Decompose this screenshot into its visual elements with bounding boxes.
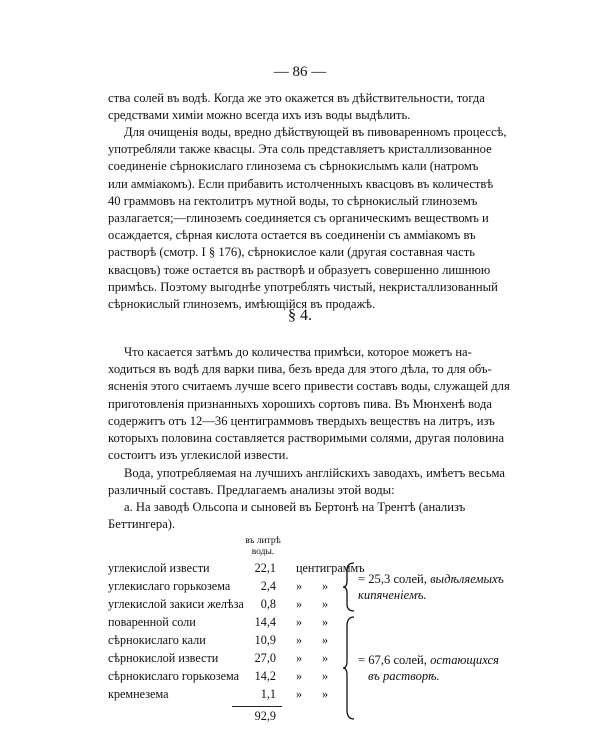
row-substance: поваренной соли <box>108 615 196 629</box>
para2-line-11: сѣрнокислый глиноземъ, имѣющійся въ продажѣ. <box>108 297 376 312</box>
brace-icon <box>342 562 356 612</box>
row-ditto: » <box>322 579 329 593</box>
sum-rule <box>232 706 282 707</box>
column-header <box>228 536 298 558</box>
row-ditto: » <box>322 651 329 665</box>
row-substance: кремнезема <box>108 687 169 701</box>
para2-line-2: употребляли также квасцы. Эта соль представляетъ кристаллизованное <box>108 142 492 157</box>
paragraph-2 <box>108 124 516 313</box>
para3-line-5: содержитъ отъ 12—36 центиграммовъ твердыхъ веществъ на литръ, изъ <box>108 413 495 428</box>
para3-line-2: ходиться въ водѣ для варки пива, безъ вреда для этого дѣла, то для объ- <box>108 362 492 377</box>
row-unit: » <box>296 579 303 593</box>
para4-line-1: Вода, употребляемая на лучшихъ англійскихъ заводахъ, имѣетъ весьма <box>124 466 505 480</box>
para2-line-1: Для очищенія воды, вредно дѣйствующей въ пивоваренномъ процессѣ, <box>124 125 507 139</box>
para3-line-7: состоитъ изъ углекислой извести. <box>108 448 289 463</box>
para2-line-3: соединеніе сѣрнокислаго глинозема съ сѣрнокислымъ кали (натромъ <box>108 159 479 174</box>
row-ditto: » <box>322 687 329 701</box>
note1-italic: выдѣляемыхъ <box>430 572 504 586</box>
para1-line-1: ства солей въ водѣ. Когда же это окажется въ дѣйствительности, тогда <box>108 91 485 105</box>
row-value: 14,4 <box>254 615 276 629</box>
para3-line-6: которыхъ половина составляется растворимыми солями, другая половина <box>108 431 505 446</box>
paragraph-1 <box>108 90 516 124</box>
total-row <box>108 708 528 725</box>
row-ditto: » <box>322 633 329 647</box>
table-row <box>108 632 528 649</box>
para2-line-6: разлагается;—глиноземъ соединяется съ органическимъ веществомъ и <box>108 211 489 226</box>
column-header-line-1: въ литрѣ <box>245 536 281 546</box>
row-value: 2,4 <box>260 579 276 593</box>
page-number: — 86 — <box>273 64 327 80</box>
para2-line-4: или амміакомъ). Если прибавить истолченныхъ квасцовъ въ количествѣ <box>108 176 494 191</box>
row-substance: сѣрнокислаго горькозема <box>108 669 240 683</box>
para3-line-3: ясненія этого считаемъ лучше всего привести составъ воды, служащей для <box>108 379 510 394</box>
row-unit: » <box>296 633 303 647</box>
row-substance: сѣрнокислаго кали <box>108 633 206 647</box>
paragraph-4 <box>108 465 516 499</box>
row-substance: углекислой закиси желѣза <box>108 597 244 611</box>
note1-prefix: = 25,3 солей, <box>358 572 431 586</box>
row-value: 14,2 <box>254 669 276 683</box>
paragraph-3 <box>108 344 516 464</box>
para3-line-1: Что касается затѣмъ до количества примѣси, которое можетъ на- <box>124 345 472 359</box>
row-ditto: » <box>322 597 329 611</box>
row-substance: углекислаго горькозема <box>108 579 231 593</box>
para2-line-5: 40 граммовъ на гектолитръ мутной воды, то сѣрнокислый глиноземъ <box>108 193 478 208</box>
table-row <box>108 614 528 631</box>
table-row <box>108 686 528 703</box>
brace-icon <box>342 616 356 720</box>
row-unit: » <box>296 669 303 683</box>
row-value: 22,1 <box>254 561 276 575</box>
note2-line2: въ растворѣ. <box>368 669 440 683</box>
para1-line-2: средствами химіи можно всегда ихъ изъ воды выдѣлить. <box>108 108 411 123</box>
note2-prefix: = 67,6 солей, <box>358 653 431 667</box>
row-substance: углекислой извести <box>108 561 210 575</box>
para5-line-1: а. На заводѣ Ольсопа и сыновей въ Бертонѣ на Трентѣ (анализъ <box>124 500 466 514</box>
note-boiling-salts <box>358 571 504 603</box>
note2-italic: остающихся <box>430 653 499 667</box>
para2-line-7: осаждается, сѣрная кислота остается въ соединеніи съ амміакомъ въ <box>108 228 476 243</box>
row-unit: центиграммъ <box>296 561 365 575</box>
row-value: 0,8 <box>260 597 276 611</box>
para2-line-10: примѣсь. Поэтому выгоднѣе употреблять чистый, некристаллизованный <box>108 279 498 294</box>
para4-line-2: различный составъ. Предлагаемъ анализы этой воды: <box>108 483 395 498</box>
para3-line-4: приготовленія признанныхъ хорошихъ сортовъ пива. Въ Мюнхенѣ вода <box>108 396 492 411</box>
row-ditto: » <box>322 615 329 629</box>
section-heading: § 4. <box>288 307 312 324</box>
para5-line-2: Беттингера). <box>108 517 176 532</box>
row-unit: » <box>296 651 303 665</box>
row-value: 27,0 <box>254 651 276 665</box>
row-unit: » <box>296 687 303 701</box>
note1-line2: кипяченіемъ. <box>358 588 427 602</box>
row-ditto: » <box>322 669 329 683</box>
column-header-line-2: воды. <box>251 547 275 557</box>
row-unit: » <box>296 615 303 629</box>
total-value: 92,9 <box>254 709 276 723</box>
row-substance: сѣрнокислой извести <box>108 651 219 665</box>
paragraph-5 <box>108 499 516 533</box>
row-value: 10,9 <box>254 633 276 647</box>
note-dissolved-salts <box>358 652 499 684</box>
para2-line-8: растворѣ (смотр. I § 176), сѣрнокислое кали (другая составная часть <box>108 245 475 260</box>
row-unit: » <box>296 597 303 611</box>
para2-line-9: квасцовъ) тоже остается въ растворѣ и образуетъ совершенно лишнюю <box>108 262 491 277</box>
row-value: 1,1 <box>260 687 276 701</box>
